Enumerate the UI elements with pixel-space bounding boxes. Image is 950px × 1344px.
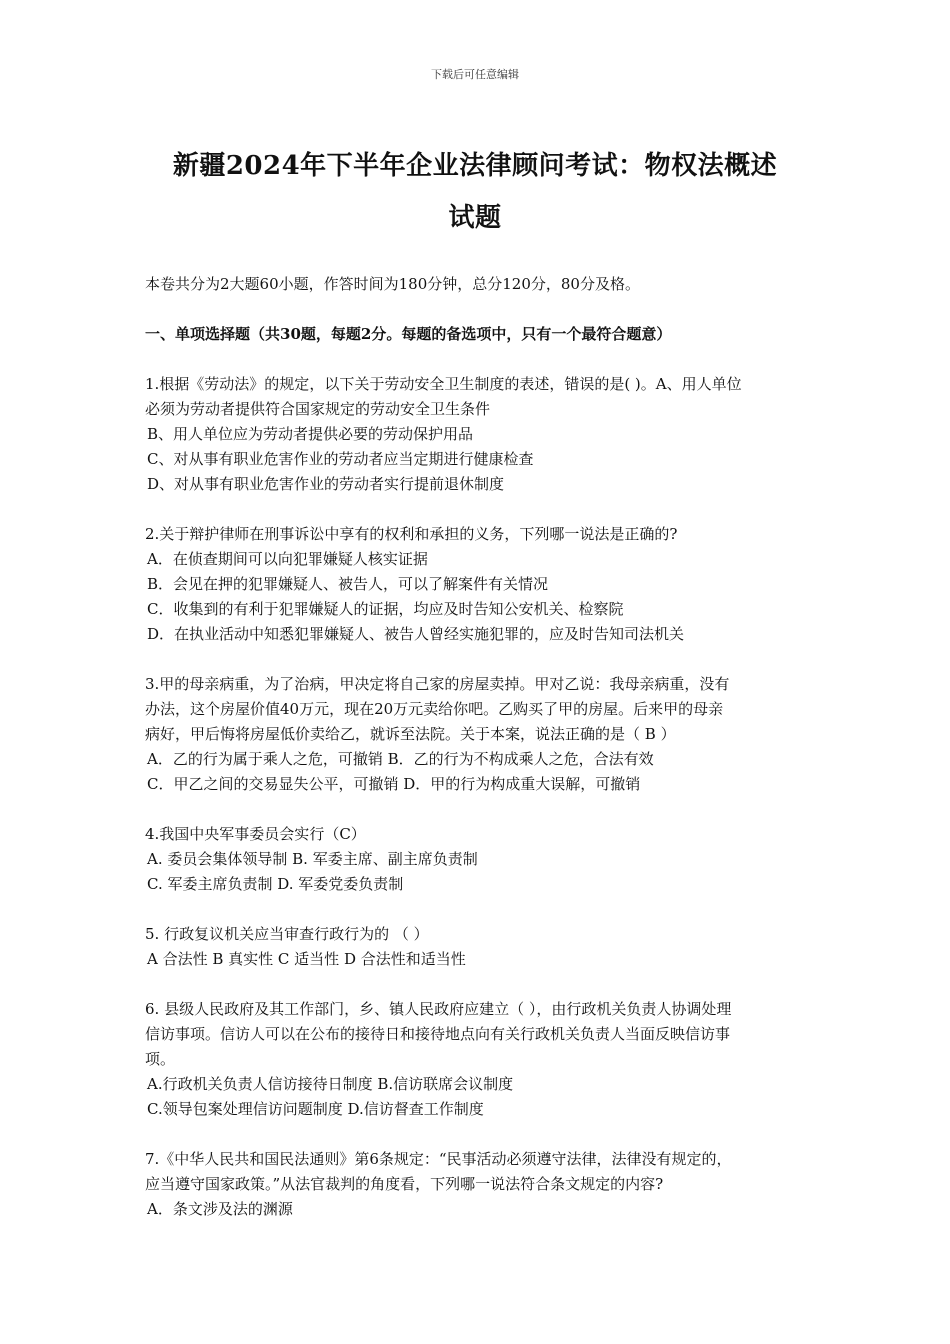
question-1	[145, 372, 815, 497]
options-a-b: A.行政机关负责人信访接待日制度 B.信访联席会议制度	[147, 1075, 514, 1093]
question-stem: 必须为劳动者提供符合国家规定的劳动安全卫生条件	[145, 400, 491, 418]
options-list: A 合法性 B 真实性 C 适当性 D 合法性和适当性	[147, 950, 466, 968]
title-line-2: 试题	[448, 203, 502, 233]
option-b: B、用人单位应为劳动者提供必要的劳动保护用品	[147, 425, 474, 443]
option-a: A．在侦查期间可以向犯罪嫌疑人核实证据	[147, 550, 428, 568]
question-stem: 项。	[145, 1050, 176, 1068]
question-7	[145, 1147, 815, 1222]
question-2	[145, 522, 815, 647]
question-3	[145, 672, 815, 797]
question-stem: 应当遵守国家政策。”从法官裁判的角度看，下列哪一说法符合条文规定的内容?	[145, 1175, 664, 1193]
options-a-b: A. 委员会集体领导制 B. 军委主席、副主席负责制	[147, 850, 478, 868]
option-b: B．会见在押的犯罪嫌疑人、被告人，可以了解案件有关情况	[147, 575, 549, 593]
options-a-b: A．乙的行为属于乘人之危，可撤销 B．乙的行为不构成乘人之危，合法有效	[147, 750, 654, 768]
question-4	[145, 822, 815, 897]
options-c-d: C.领导包案处理信访问题制度 D.信访督查工作制度	[147, 1100, 484, 1118]
option-d: D．在执业活动中知悉犯罪嫌疑人、被告人曾经实施犯罪的，应及时告知司法机关	[147, 625, 685, 643]
option-c: C．收集到的有利于犯罪嫌疑人的证据，均应及时告知公安机关、检察院	[147, 600, 624, 618]
option-a: A．条文涉及法的渊源	[147, 1200, 293, 1218]
question-stem: 3.甲的母亲病重，为了治病，甲决定将自己家的房屋卖掉。甲对乙说：我母亲病重，没有	[145, 675, 730, 693]
option-c: C、对从事有职业危害作业的劳动者应当定期进行健康检查	[147, 450, 534, 468]
option-d: D、对从事有职业危害作业的劳动者实行提前退休制度	[147, 475, 505, 493]
question-stem: 4.我国中央军事委员会实行（C）	[145, 825, 366, 843]
question-stem: 信访事项。信访人可以在公布的接待日和接待地点向有关行政机关负责人当面反映信访事	[145, 1025, 731, 1043]
document-body	[145, 272, 815, 1222]
question-stem: 2.关于辩护律师在刑事诉讼中享有的权利和承担的义务，下列哪一说法是正确的?	[145, 525, 678, 543]
question-stem: 7.《中华人民共和国民法通则》第6条规定：“民事活动必须遵守法律，法律没有规定的，	[145, 1150, 732, 1168]
question-stem: 1.根据《劳动法》的规定，以下关于劳动安全卫生制度的表述，错误的是( )。A、用人单位	[145, 375, 742, 393]
question-stem: 5. 行政复议机关应当审查行政行为的 （ ）	[145, 925, 429, 943]
question-stem: 病好，甲后悔将房屋低价卖给乙，就诉至法院。关于本案，说法正确的是（ B ）	[145, 725, 676, 743]
question-stem: 办法，这个房屋价值40万元，现在20万元卖给你吧。乙购买了甲的房屋。后来甲的母亲	[145, 700, 724, 718]
document-title	[120, 140, 830, 244]
section-heading: 一、单项选择题（共30题，每题2分。每题的备选项中，只有一个最符合题意）	[145, 325, 672, 343]
intro-text: 本卷共分为2大题60小题，作答时间为180分钟，总分120分，80分及格。	[145, 275, 640, 293]
options-c-d: C．甲乙之间的交易显失公平，可撤销 D．甲的行为构成重大误解，可撤销	[147, 775, 641, 793]
question-stem: 6. 县级人民政府及其工作部门，乡、镇人民政府应建立（ ），由行政机关负责人协调处理	[145, 1000, 732, 1018]
options-c-d: C. 军委主席负责制 D. 军委党委负责制	[147, 875, 404, 893]
question-5	[145, 922, 815, 972]
question-6	[145, 997, 815, 1122]
header-note: 下载后可任意编辑	[431, 68, 519, 81]
title-line-1: 新疆2024年下半年企业法律顾问考试：物权法概述	[172, 151, 778, 181]
